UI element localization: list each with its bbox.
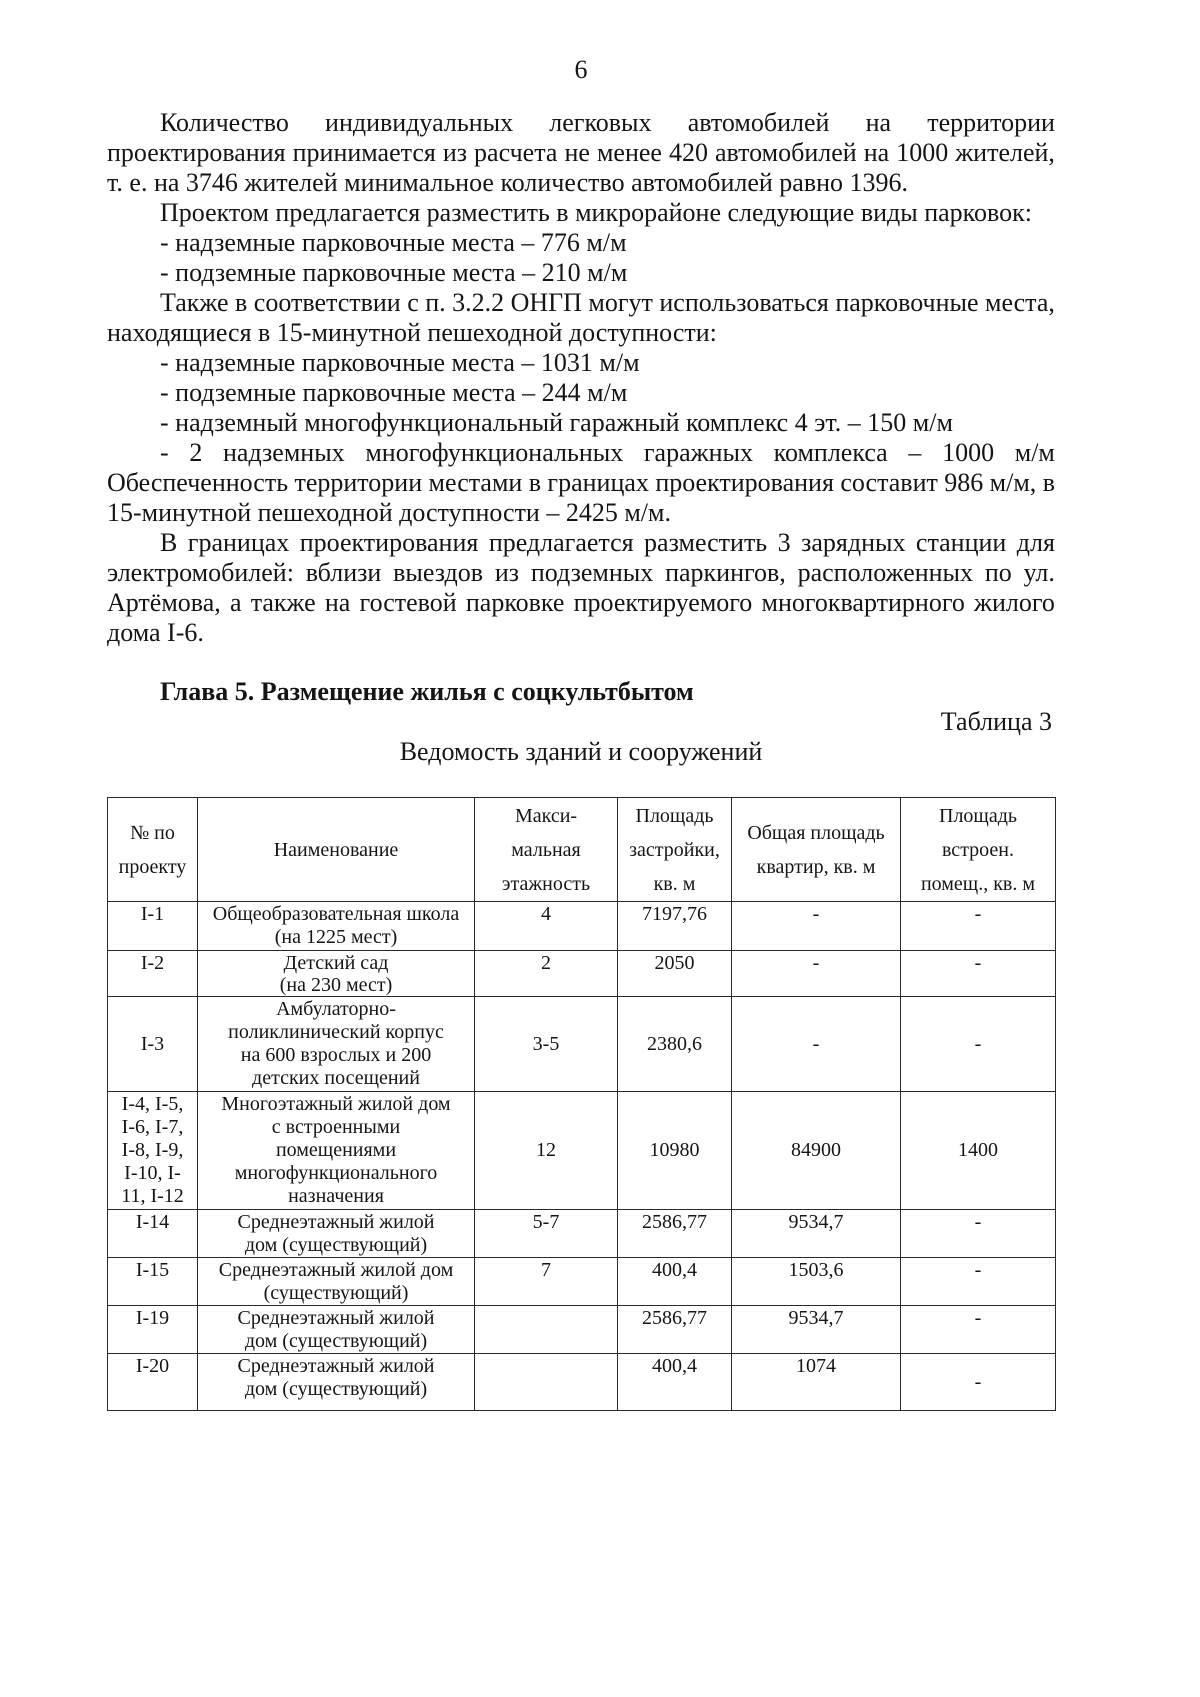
cell-line: 2380,6: [647, 1032, 702, 1055]
word: также: [250, 588, 316, 617]
cell-line: 12: [536, 1139, 556, 1161]
cell-floors: [475, 1258, 618, 1306]
cell-line: (на 230 мест): [279, 974, 393, 996]
body-text: [107, 108, 1055, 648]
word: зарядных: [801, 528, 906, 557]
word: могут: [588, 288, 653, 317]
word: многофункциональных: [365, 438, 624, 467]
cell-line: Детский сад: [283, 952, 389, 974]
header-built-area: [618, 798, 732, 902]
chapter-heading: Глава 5. Размещение жилья с соцкультбытом: [160, 677, 694, 706]
cell-line: с встроенными: [271, 1116, 401, 1138]
cell-line: Среднеэтажный жилой: [237, 1307, 435, 1329]
word: выездов: [393, 558, 484, 587]
cell-builtin-area: [901, 1306, 1056, 1354]
cell-line: Среднеэтажный жилой дом: [218, 1259, 454, 1281]
word: в: [528, 468, 542, 497]
word: разместить: [644, 528, 768, 557]
word: м/м: [1014, 438, 1055, 467]
table-row: [108, 951, 1056, 997]
table-head: [108, 798, 1056, 902]
cell-floors: [475, 1354, 618, 1411]
table-row: [108, 997, 1056, 1092]
cell-built-area: [618, 1210, 732, 1258]
word: менее: [596, 138, 662, 167]
cell-line: Общая площадь: [747, 821, 885, 844]
cell-line: мальная: [511, 838, 581, 861]
word: границах: [547, 468, 649, 497]
cell-line: -: [974, 903, 982, 925]
body-line: [107, 288, 1055, 318]
cell-line: 1503,6: [788, 1259, 844, 1281]
word: с: [407, 288, 419, 317]
cell-apartments-area: [732, 997, 901, 1092]
cell-line: -: [974, 952, 982, 974]
word: а: [229, 588, 242, 617]
table-row: [108, 1354, 1056, 1411]
cell-builtin-area: [901, 1354, 1056, 1411]
word: индивидуальных: [325, 108, 514, 137]
cell-line: 400,4: [652, 1355, 697, 1377]
cell-line: встроен.: [941, 838, 1014, 861]
cell-line: помещ., кв. м: [920, 872, 1036, 895]
cell-line: Амбулаторно-: [276, 998, 396, 1020]
cell-line: -: [974, 1211, 982, 1233]
word: гаражных: [643, 438, 753, 467]
table-row: [108, 1210, 1056, 1258]
table-row: [108, 1258, 1056, 1306]
word: подземных: [530, 558, 654, 587]
header-builtin-area: [901, 798, 1056, 902]
header-floors: [475, 798, 618, 902]
word: проектирования: [655, 468, 834, 497]
word: –: [908, 438, 922, 467]
word: соответствии: [253, 288, 401, 317]
word: границах: [187, 528, 290, 557]
cell-line: 5-7: [532, 1211, 560, 1233]
cell-line: помещениями: [275, 1139, 397, 1161]
body-line: [107, 558, 1055, 588]
table-body: [108, 902, 1056, 1411]
body-line: - надземные парковочные места – 1031 м/м: [160, 348, 640, 377]
word: 1000: [896, 138, 949, 167]
cell-line: 11, I-12: [121, 1185, 184, 1207]
cell-line: 1400: [958, 1139, 998, 1161]
cell-line: назначения: [288, 1185, 384, 1207]
cell-id: [108, 902, 198, 951]
cell-line: Макси-: [514, 804, 578, 827]
body-line: т. е. на 3746 жителей минимальное количество автомобилей равно 1396.: [107, 168, 909, 197]
word: проектируемого: [573, 588, 753, 617]
cell-line: -: [974, 1307, 982, 1329]
cell-name: [198, 1210, 475, 1258]
word: Количество: [160, 108, 289, 137]
cell-line: № по: [130, 821, 175, 844]
cell-builtin-area: [901, 997, 1056, 1092]
cell-line: 2586,77: [642, 1307, 707, 1329]
cell-built-area: [618, 951, 732, 997]
cell-line: -: [974, 1259, 982, 1281]
table-label: Таблица 3: [940, 707, 1052, 736]
word: автомобилей: [714, 138, 857, 167]
word: 3: [777, 528, 791, 557]
cell-line: дом (существующий): [244, 1234, 428, 1256]
cell-line: 9534,7: [788, 1307, 844, 1329]
cell-line: дом (существующий): [244, 1330, 428, 1352]
word: жилого: [974, 588, 1055, 617]
word: гостевой: [359, 588, 457, 617]
cell-line: Наименование: [273, 838, 399, 861]
word: м/м,: [989, 468, 1037, 497]
body-line: [107, 528, 1055, 558]
word: жителей,: [955, 138, 1055, 167]
word: проектирования: [107, 138, 286, 167]
word: 1000: [942, 438, 995, 467]
cell-name: [198, 1092, 475, 1210]
cell-line: -: [812, 952, 820, 974]
word: в: [1042, 468, 1055, 497]
cell-built-area: [618, 1258, 732, 1306]
cell-line: Многоэтажный жилой дом: [221, 1093, 451, 1115]
cell-line: квартир, кв. м: [756, 855, 876, 878]
cell-line: I-20: [135, 1355, 170, 1377]
cell-apartments-area: [732, 1258, 901, 1306]
header-apartments-area: [732, 798, 901, 902]
cell-id: [108, 951, 198, 997]
cell-line: дом (существующий): [244, 1378, 428, 1400]
cell-line: -: [812, 1032, 820, 1055]
cell-line: Среднеэтажный жилой: [237, 1211, 435, 1233]
cell-line: 84900: [791, 1139, 841, 1161]
cell-id: [108, 997, 198, 1092]
word: предлагается: [488, 528, 634, 557]
cell-line: I-1: [140, 903, 165, 925]
cell-line: I-4, I-5,: [121, 1093, 184, 1115]
cell-name: [198, 1306, 475, 1354]
cell-line: детских посещений: [252, 1067, 420, 1089]
cell-name: [198, 1258, 475, 1306]
cell-line: Общеобразовательная школа: [212, 903, 460, 925]
body-line: Проектом предлагается разместить в микрорайоне следующие виды парковок:: [160, 198, 1032, 227]
cell-line: 4: [541, 903, 551, 925]
cell-line: 2: [541, 952, 551, 974]
word: -: [160, 438, 169, 467]
body-line: - подземные парковочные места – 244 м/м: [160, 378, 628, 407]
word: 3.2.2: [452, 288, 505, 317]
cell-line: I-14: [135, 1211, 170, 1233]
word: парковочные: [835, 288, 979, 317]
cell-built-area: [618, 902, 732, 951]
cell-line: многофункционального: [234, 1162, 438, 1184]
word: автомобилей: [687, 108, 830, 137]
cell-id: [108, 1092, 198, 1210]
word: Обеспеченность: [107, 468, 289, 497]
body-line: [107, 108, 1055, 138]
header-name: [198, 798, 475, 902]
body-line: [107, 138, 1055, 168]
body-line: - надземный многофункциональный гаражный комплекс 4 эт. – 150 м/м: [160, 408, 953, 437]
cell-line: 400,4: [652, 1259, 697, 1281]
word: на: [324, 588, 351, 617]
cell-built-area: [618, 1092, 732, 1210]
word: В: [160, 528, 178, 557]
cell-floors: [475, 1092, 618, 1210]
cell-apartments-area: [732, 1092, 901, 1210]
cell-apartments-area: [732, 1306, 901, 1354]
cell-line: Площадь: [939, 804, 1017, 827]
word: легковых: [549, 108, 652, 137]
word: Также: [160, 288, 229, 317]
cell-line: I-19: [135, 1307, 170, 1329]
word: места,: [985, 288, 1055, 317]
word: использоваться: [659, 288, 829, 317]
cell-id: [108, 1306, 198, 1354]
body-line: - подземные парковочные места – 210 м/м: [160, 258, 628, 287]
cell-line: 2586,77: [642, 1211, 707, 1233]
cell-line: I-15: [135, 1259, 170, 1281]
cell-line: 7197,76: [642, 903, 707, 925]
cell-name: [198, 951, 475, 997]
cell-line: I-6, I-7,: [121, 1116, 184, 1138]
body-line: 15-минутной пешеходной доступности – 2425 м/м.: [107, 498, 671, 527]
cell-apartments-area: [732, 951, 901, 997]
word: из: [494, 558, 520, 587]
cell-line: (на 1225 мест): [274, 926, 398, 948]
buildings-table: [107, 797, 1056, 1411]
body-line: находящиеся в 15-минутной пешеходной доступности:: [107, 318, 717, 347]
cell-floors: [475, 1306, 618, 1354]
cell-line: этажность: [501, 872, 591, 895]
cell-floors: [475, 1210, 618, 1258]
cell-apartments-area: [732, 902, 901, 951]
cell-built-area: [618, 1354, 732, 1411]
body-line: [107, 588, 1055, 618]
cell-builtin-area: [901, 902, 1056, 951]
cell-line: 3-5: [532, 1032, 560, 1055]
cell-line: поликлинический корпус: [228, 1021, 444, 1043]
table-row: [108, 902, 1056, 951]
cell-line: 1074: [796, 1355, 836, 1377]
word: ул.: [1023, 558, 1055, 587]
word: из: [442, 138, 468, 167]
cell-builtin-area: [901, 1092, 1056, 1210]
cell-floors: [475, 997, 618, 1092]
word: Артёмова,: [107, 588, 221, 617]
cell-line: (существующий): [263, 1282, 409, 1304]
table-header-row: [108, 798, 1056, 902]
cell-id: [108, 1354, 198, 1411]
cell-name: [198, 1354, 475, 1411]
cell-line: -: [812, 903, 820, 925]
table-row: [108, 1092, 1056, 1210]
word: на: [865, 108, 892, 137]
cell-line: 2050: [654, 952, 695, 974]
cell-line: 7: [541, 1259, 551, 1281]
table-title: Ведомость зданий и сооружений: [399, 737, 763, 766]
cell-line: на 600 взрослых и 200: [240, 1044, 432, 1066]
cell-built-area: [618, 1306, 732, 1354]
body-line: [107, 438, 1055, 468]
body-line: [107, 468, 1055, 498]
cell-name: [198, 997, 475, 1092]
word: многоквартирного: [761, 588, 965, 617]
cell-line: I-2: [140, 952, 165, 974]
word: не: [564, 138, 590, 167]
cell-line: Площадь: [635, 804, 714, 827]
cell-line: I-3: [140, 1032, 165, 1055]
table-row: [108, 1306, 1056, 1354]
cell-line: 10980: [649, 1139, 700, 1161]
body-line: дома I-6.: [107, 618, 204, 647]
body-line: - надземные парковочные места – 776 м/м: [160, 228, 627, 257]
cell-line: I-10, I-: [124, 1162, 181, 1184]
cell-id: [108, 1210, 198, 1258]
cell-line: I-8, I-9,: [121, 1139, 184, 1161]
word: станции: [915, 528, 1007, 557]
cell-floors: [475, 902, 618, 951]
cell-line: -: [974, 1371, 982, 1393]
cell-line: кв. м: [653, 872, 696, 895]
word: 986: [944, 468, 984, 497]
cell-name: [198, 902, 475, 951]
word: электромобилей:: [107, 558, 294, 587]
word: 420: [668, 138, 708, 167]
cell-floors: [475, 951, 618, 997]
cell-apartments-area: [732, 1210, 901, 1258]
word: для: [1016, 528, 1055, 557]
word: территории: [927, 108, 1055, 137]
word: принимается: [292, 138, 436, 167]
word: проектирования: [299, 528, 479, 557]
word: расчета: [474, 138, 558, 167]
word: расположенных: [797, 558, 974, 587]
word: на: [863, 138, 890, 167]
cell-line: Среднеэтажный жилой: [237, 1355, 435, 1377]
word: 2: [189, 438, 203, 467]
word: надземных: [223, 438, 345, 467]
cell-builtin-area: [901, 1210, 1056, 1258]
cell-builtin-area: [901, 1258, 1056, 1306]
cell-apartments-area: [732, 1354, 901, 1411]
word: паркингов,: [665, 558, 786, 587]
word: территории: [294, 468, 423, 497]
word: комплекса: [773, 438, 888, 467]
cell-line: застройки,: [629, 838, 720, 861]
header-id: [108, 798, 198, 902]
cell-built-area: [618, 997, 732, 1092]
page-number: 6: [574, 55, 588, 84]
word: по: [984, 558, 1012, 587]
word: п.: [425, 288, 446, 317]
cell-line: 9534,7: [788, 1211, 844, 1233]
word: в: [235, 288, 248, 317]
cell-line: проекту: [118, 855, 187, 878]
word: парковке: [465, 588, 565, 617]
word: местами: [428, 468, 523, 497]
word: вблизи: [305, 558, 382, 587]
word: ОНГП: [510, 288, 582, 317]
cell-line: -: [974, 1032, 982, 1055]
word: составит: [840, 468, 938, 497]
cell-id: [108, 1258, 198, 1306]
cell-builtin-area: [901, 951, 1056, 997]
